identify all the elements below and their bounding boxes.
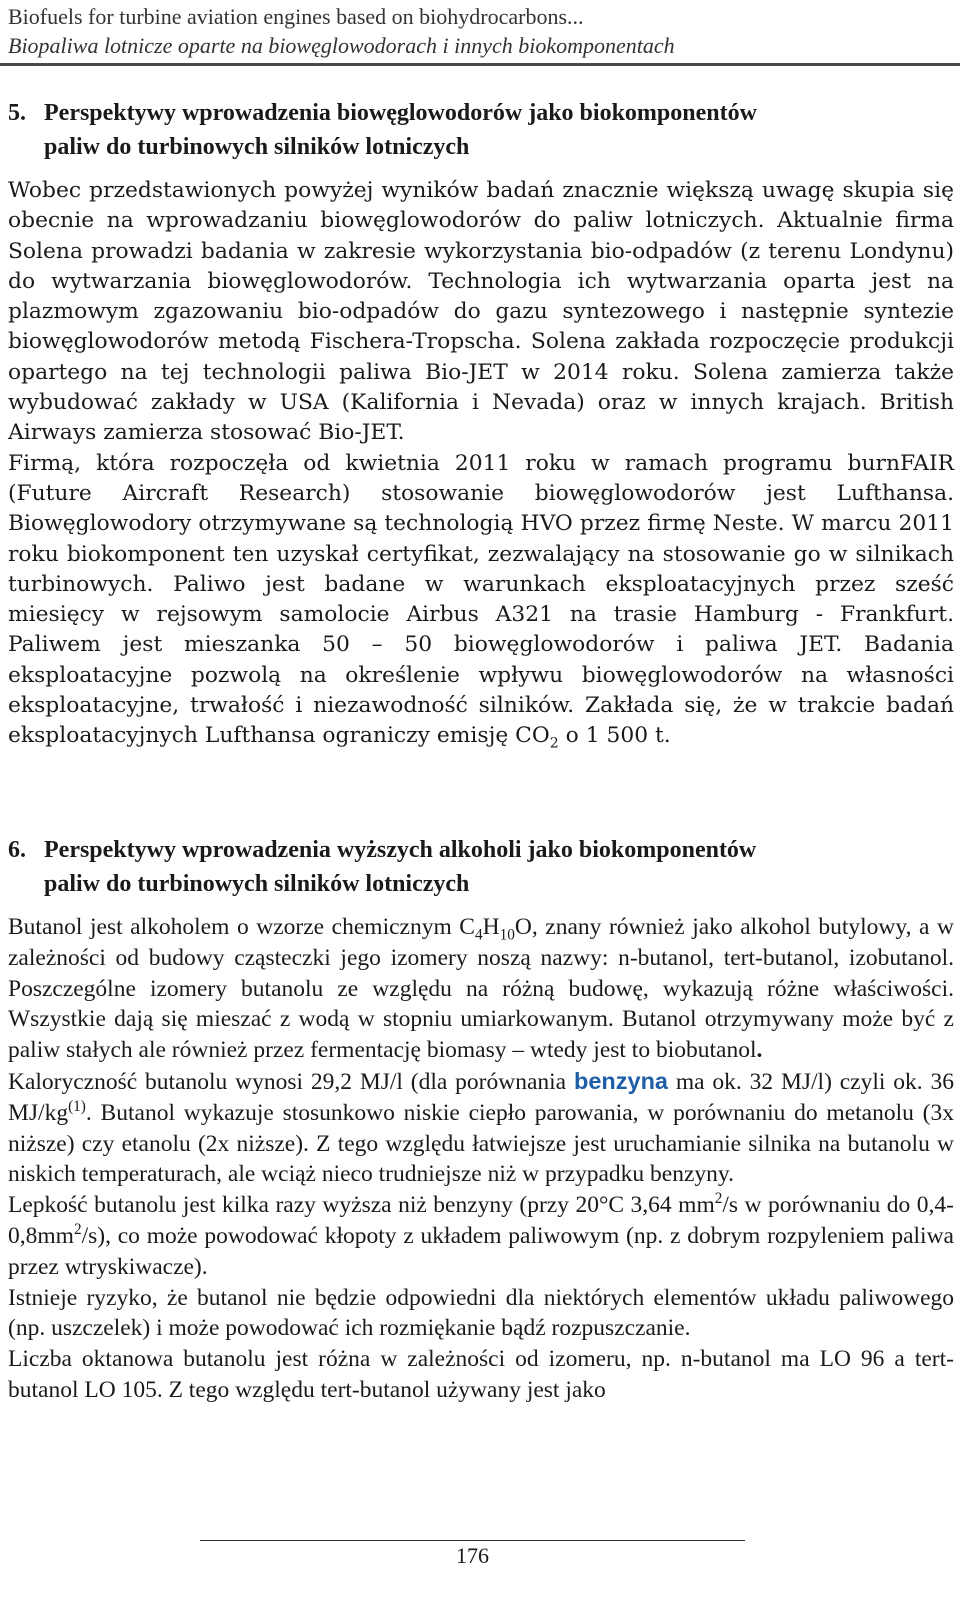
p3-text-c: /s), co może powodować kłopoty z układem paliwowym (np. z dobrym rozpyleniem paliwa przez wtryskiwacze).	[8, 1222, 954, 1280]
section-6-paragraph-4: Istnieje ryzyko, że butanol nie będzie odpowiedni dla niektórych elementów układu paliwowego (np. uszczelek) i może powodować ich rozmiękanie bądź rozpuszczanie.	[8, 1284, 954, 1342]
section-6-paragraph-3	[8, 1190, 954, 1282]
section-6-paragraph-2	[8, 1066, 954, 1190]
section-5-paragraph-1: Wobec przedstawionych powyżej wyników badań znacznie większą uwagę skupia się obecnie na wprowadzaniu biowęglowodorów do paliw lotniczych. Aktualnie firma Solena prowadzi badania w zakresie wykorzystania bio-odpadów (z terenu Londynu) do wytwarzania biowęglowodorów. Technologia ich wytwarzania oparta jest na plazmowym zgazowaniu bio-odpadów do gazu syntezowego i następnie syntezie biowęglowodorów metodą Fischera-Tropscha. Solena zakłada rozpoczęcie produkcji opartego na tej technologii paliwa Bio-JET w 2014 roku. Solena zamierza także wybudować zakłady w USA (Kalifornia i Nevada) oraz w innych krajach. British Airways zamierza stosować Bio-JET.	[8, 178, 954, 446]
section-5-body	[8, 176, 954, 752]
citation-1: (1)	[68, 1097, 86, 1115]
section-6-title-line1: Perspektywy wprowadzenia wyższych alkoholi jako biokomponentów	[44, 837, 757, 863]
section-6-title-line2: paliw do turbinowych silników lotniczych	[44, 871, 470, 897]
section-5-paragraph-2-text: Firmą, która rozpoczęła od kwietnia 2011 roku w ramach programu burnFAIR (Future Aircraft Research) stosowanie biowęglowodorów jest Lufthansa. Biowęglowodory otrzymywane są technologią HVO przez firmę Neste. W marcu 2011 roku biokomponent ten uzyskał certyfikat, zezwalający na stosowanie go w silnikach turbinowych. Paliwo jest badane w warunkach eksploatacyjnych przez sześć miesięcy w rejsowym samolocie Airbus A321 na trasie Hamburg - Frankfurt. Paliwem jest mieszanka 50 – 50 biowęglowodorów i paliwa JET. Badania eksploatacyjne pozwolą na określenie wpływu biowęglowodorów na własności eksploatacyjne, trwałość i niezawodność silników. Zakłada się, że w trakcie badań eksploatacyjnych Lufthansa ograniczy emisję CO	[8, 450, 954, 749]
section-5-title-line2: paliw do turbinowych silników lotniczych	[44, 134, 470, 160]
p1-text-b: H	[482, 914, 500, 940]
section-5-number: 5.	[8, 100, 26, 126]
section-5-paragraph-2-end: o 1 500 t.	[558, 723, 671, 749]
p3-text-a: Lepkość butanolu jest kilka razy wyższa niż benzyny (przy 20°C 3,64 mm	[8, 1192, 715, 1219]
p2-text-c: . Butanol wykazuje stosunkowo niskie ciepło parowania, w porównaniu do metanolu (3x niższe) czy etanolu (2x niższe). Z tego względu łatwiejsze jest uruchamianie silnika na butanolu w niskich temperaturach, ale wciąż nieco trudniejsze niż w przypadku benzyny.	[8, 1099, 954, 1188]
benzyna-link[interactable]: benzyna	[573, 1067, 668, 1094]
header-divider	[0, 63, 960, 66]
section-6-number: 6.	[8, 837, 26, 863]
p1-period: .	[756, 1037, 763, 1064]
p1-text-c: O, znany również jako alkohol butylowy, a w zależności od budowy cząsteczki jego izomery noszą nazwy: n-butanol, tert-butanol, izobutanol. Poszczególne izomery butanolu ze względu na różną budowę, wykazują różne właściwości. Wszystkie dają się mieszać z wodą w stopniu umiarkowanym. Butanol otrzymywany może być z paliw stałych ale również przez fermentację biomasy – wtedy jest to biobutanol	[8, 914, 954, 1064]
p1-subscript-10: 10	[499, 926, 515, 944]
section-5-heading	[8, 96, 954, 164]
section-6-heading	[8, 833, 954, 901]
p2-text-a: Kaloryczność butanolu wynosi 29,2 MJ/l (dla porównania	[8, 1068, 574, 1095]
header-title-en: Biofuels for turbine aviation engines based on biohydrocarbons...	[8, 4, 584, 29]
page-number: 176	[456, 1543, 489, 1568]
p1-text-a: Butanol jest alkoholem o wzorze chemicznym C	[8, 914, 475, 940]
header-title-pl: Biopaliwa lotnicze oparte na biowęglowodorach i innych biokomponentach	[8, 33, 675, 58]
section-6-paragraph-1	[8, 912, 954, 1066]
section-5-title-line1: Perspektywy wprowadzenia biowęglowodorów jako biokomponentów	[44, 100, 757, 126]
p3-superscript-1: 2	[714, 1190, 723, 1208]
section-6-paragraph-5: Liczba oktanowa butanolu jest różna w zależności od izomeru, np. n-butanol ma LO 96 a tert-butanol LO 105. Z tego względu tert-butanol używany jest jako	[8, 1346, 954, 1403]
section-6-body	[8, 912, 954, 1406]
p1-subscript-4: 4	[474, 926, 483, 944]
p3-superscript-2: 2	[73, 1221, 82, 1239]
p3-text-b: /s w porównaniu do 0,4-0,8mm	[8, 1192, 954, 1249]
footer-divider	[200, 1540, 745, 1541]
section-5-paragraph-2	[8, 449, 954, 752]
running-header	[8, 2, 948, 60]
p2-text-b: ma ok. 32 MJ/l) czyli ok. 36 MJ/kg	[8, 1068, 954, 1126]
co2-subscript: 2	[549, 735, 559, 752]
